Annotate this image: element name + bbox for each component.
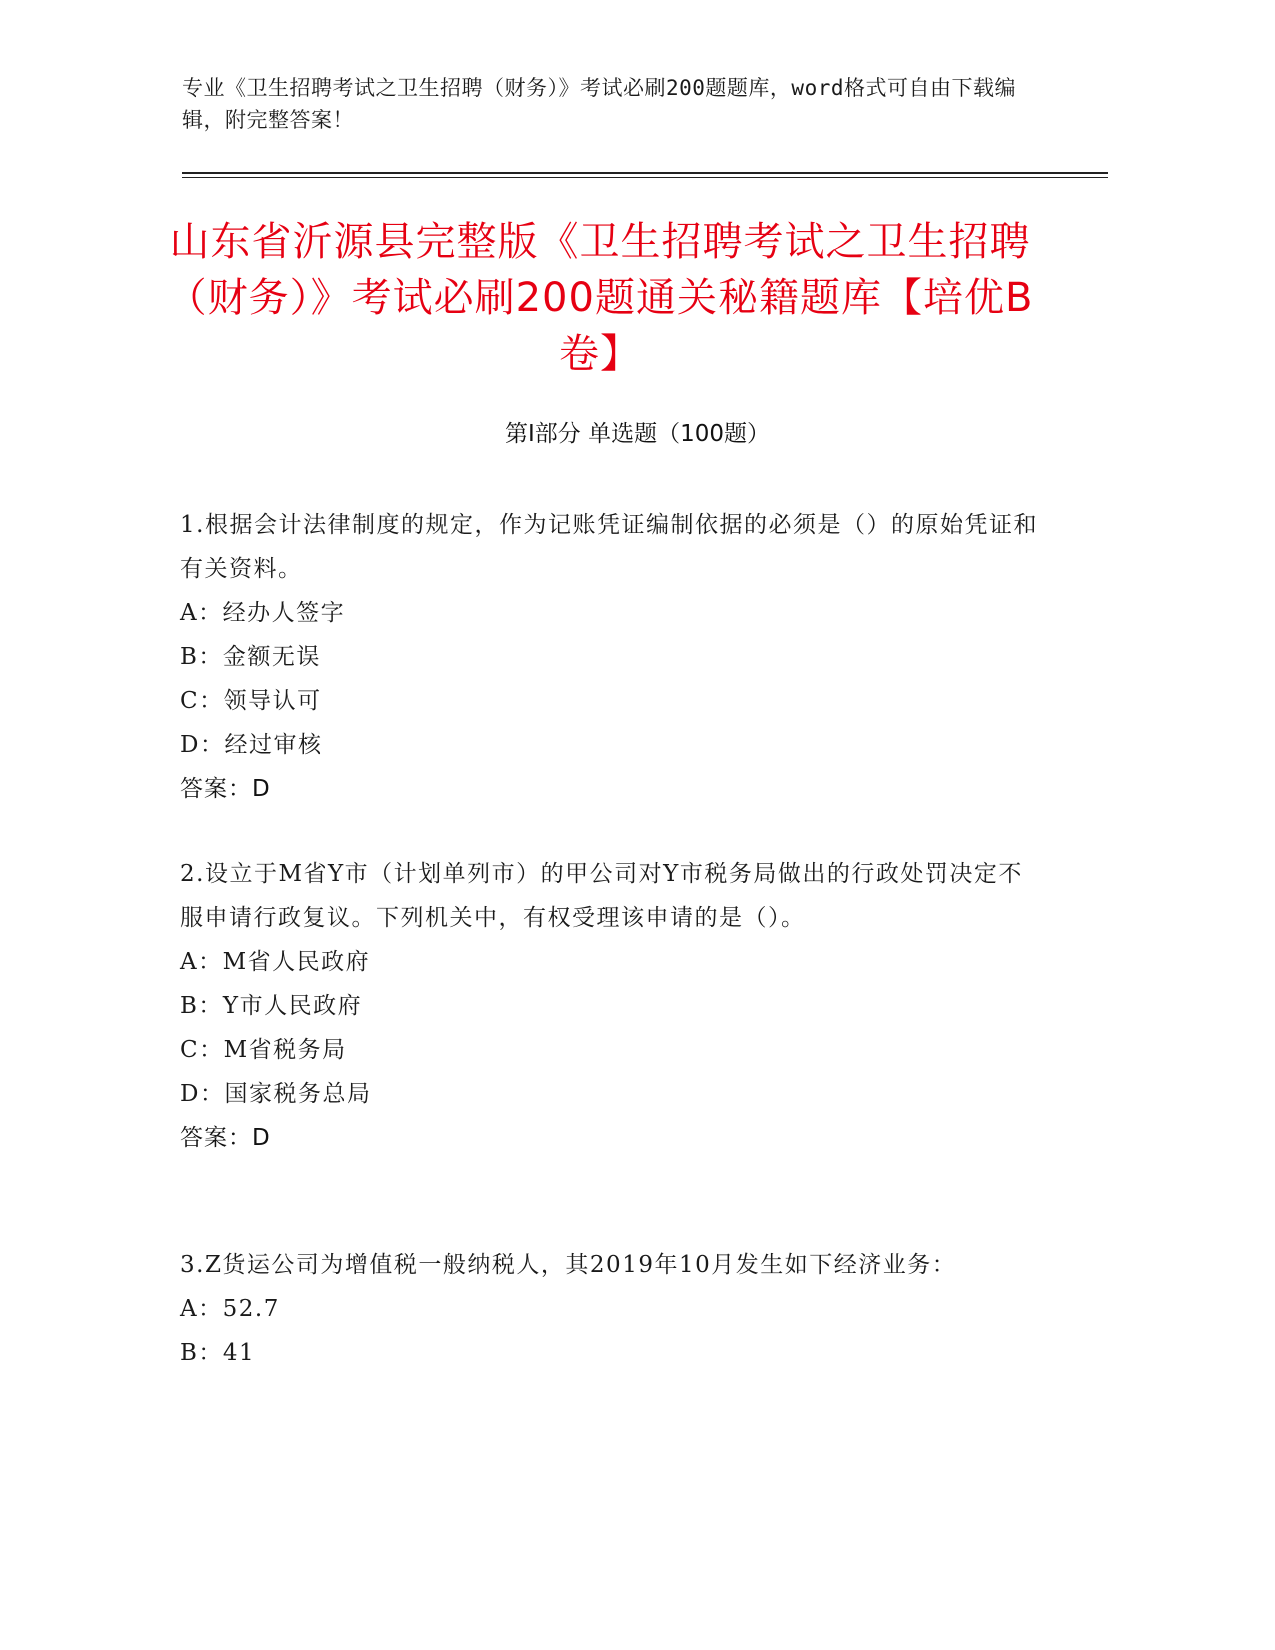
option-b: B：41: [180, 1340, 256, 1366]
option-d: D：国家税务总局: [180, 1081, 372, 1107]
option-c: C：M省税务局: [180, 1037, 347, 1063]
document-title: 山东省沂源县完整版《卫生招聘考试之卫生招聘（财务）》考试必刷200题通关秘籍题库【培优B卷】: [166, 219, 1034, 377]
option-b: B：金额无误: [180, 644, 321, 670]
question-stem: 2.设立于M省Y市（计划单列市）的甲公司对Y市税务局做出的行政处罚决定不服申请行政复议。下列机关中，有权受理该申请的是（）。: [180, 861, 1023, 931]
option-d: D：经过审核: [180, 732, 323, 758]
question-3: [180, 1243, 1040, 1375]
option-a: A：M省人民政府: [180, 949, 371, 975]
answer: 答案：D: [180, 1125, 271, 1151]
section-heading: 第I部分 单选题（100题）: [505, 421, 770, 447]
answer: 答案：D: [180, 776, 271, 802]
header-divider-thick: [182, 172, 1108, 174]
option-c: C：领导认可: [180, 688, 322, 714]
question-stem: 1.根据会计法律制度的规定，作为记账凭证编制依据的必须是（）的原始凭证和有关资料。: [180, 512, 1038, 582]
question-2: [180, 852, 1040, 1160]
question-1: [180, 503, 1040, 811]
option-b: B：Y市人民政府: [180, 993, 363, 1019]
option-a: A：经办人签字: [180, 600, 346, 626]
header-note: 专业《卫生招聘考试之卫生招聘（财务）》考试必刷200题题库，word格式可自由下载编辑，附完整答案！: [182, 76, 1016, 132]
question-stem: 3.Z货运公司为增值税一般纳税人，其2019年10月发生如下经济业务：: [180, 1252, 957, 1278]
header-divider-thin: [182, 177, 1108, 178]
option-a: A：52.7: [180, 1296, 280, 1322]
